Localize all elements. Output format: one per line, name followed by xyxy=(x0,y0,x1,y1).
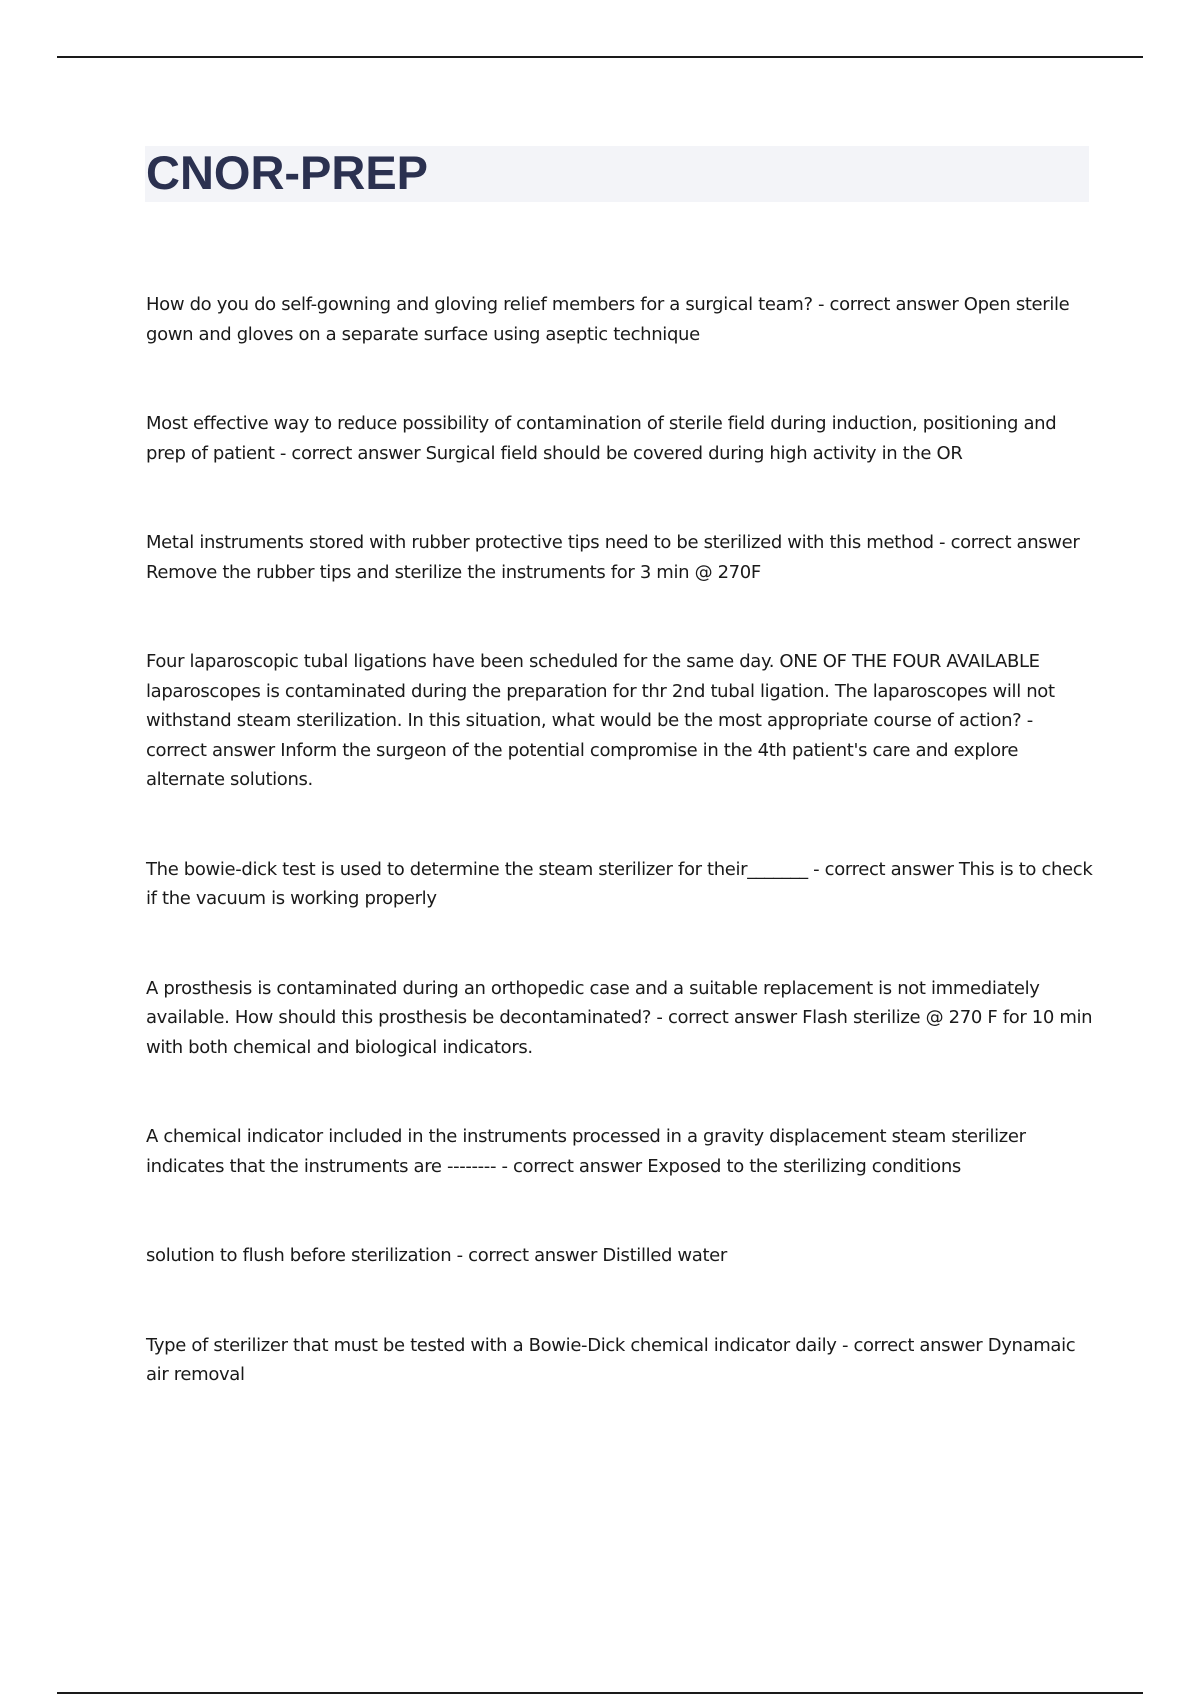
qa-item-2: Most effective way to reduce possibility of contamination of sterile field during induction, positioning and prep of patient - correct answer Surgical field should be covered during high activity in the OR xyxy=(146,413,1057,464)
qa-item-9: Type of sterilizer that must be tested with a Bowie-Dick chemical indicator daily - correct answer Dynamaic air removal xyxy=(146,1334,1076,1385)
top-rule xyxy=(57,56,1143,58)
qa-item-1: How do you do self-gowning and gloving relief members for a surgical team? - correct answer Open sterile gown and gloves on a separate surface using aseptic technique xyxy=(146,294,1070,345)
qa-item-5: The bowie-dick test is used to determine the steam sterilizer for their_______ - correct answer This is to check if the vacuum is working properly xyxy=(146,858,1093,909)
qa-item-8: solution to flush before sterilization - correct answer Distilled water xyxy=(146,1245,727,1266)
qa-list xyxy=(146,290,1096,1450)
qa-item-3: Metal instruments stored with rubber protective tips need to be sterilized with this method - correct answer Remove the rubber tips and sterilize the instruments for 3 min @ 270F xyxy=(146,532,1080,583)
qa-item-7: A chemical indicator included in the instruments processed in a gravity displacement steam sterilizer indicates that the instruments are -------- - correct answer Exposed to the sterilizing conditions xyxy=(146,1126,1026,1177)
qa-item-4: Four laparoscopic tubal ligations have been scheduled for the same day. ONE OF THE FOUR AVAILABLE laparoscopes is contaminated during the preparation for thr 2nd tubal ligation. The laparoscopes will not withstand steam sterilization. In this situation, what would be the most appropriate course of action? - correct answer Inform the surgeon of the potential compromise in the 4th patient's care and explore alternate solutions. xyxy=(146,651,1055,790)
bottom-rule xyxy=(57,1692,1143,1694)
qa-item-6: A prosthesis is contaminated during an orthopedic case and a suitable replacement is not immediately available. How should this prosthesis be decontaminated? - correct answer Flash sterilize @ 270 F for 10 min with both chemical and biological indicators. xyxy=(146,977,1093,1058)
document-title: CNOR-PREP xyxy=(146,146,429,199)
